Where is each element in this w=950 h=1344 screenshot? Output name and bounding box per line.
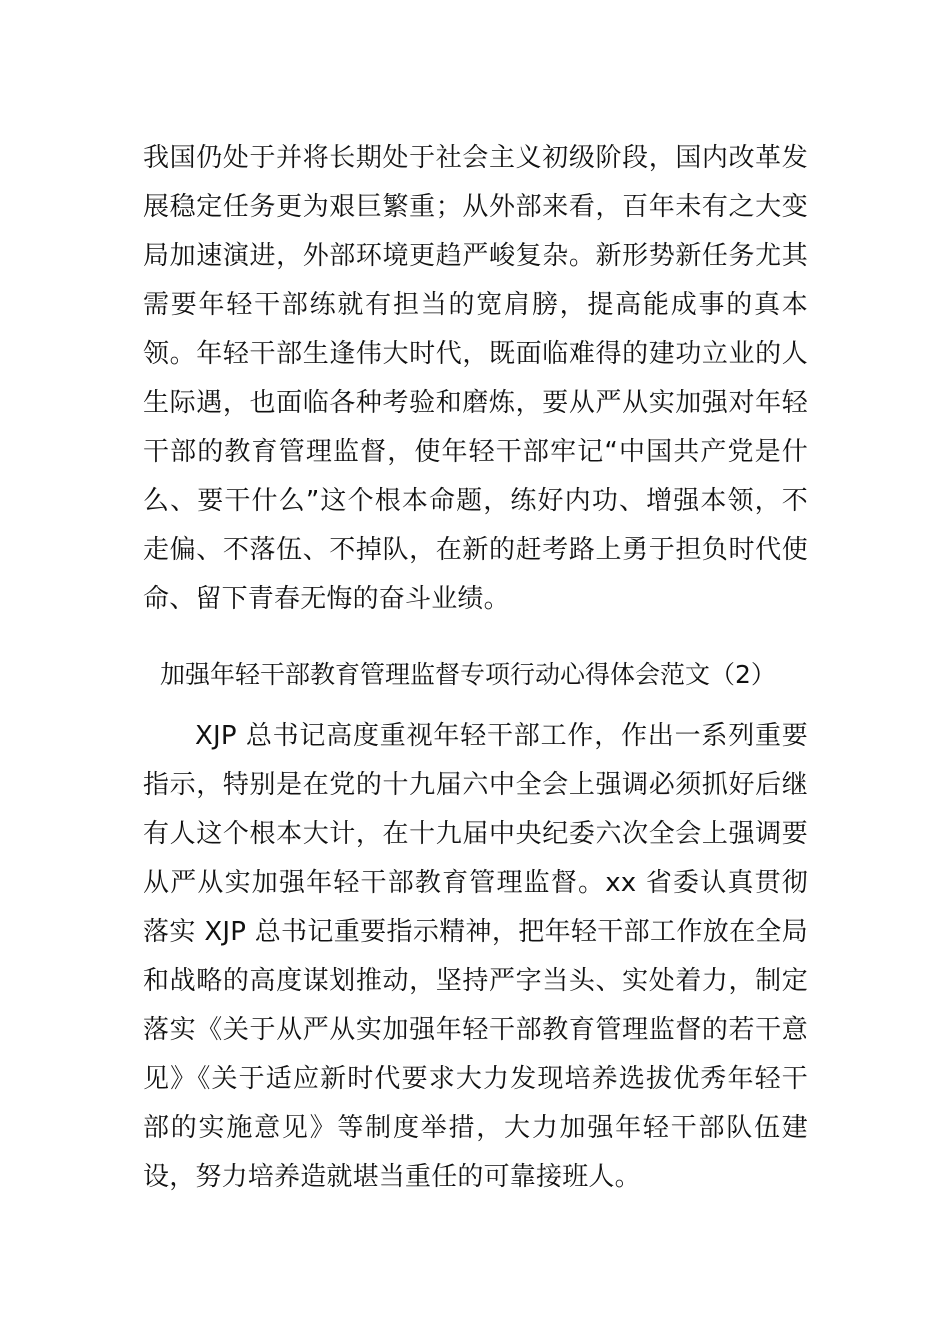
section-heading: 加强年轻干部教育管理监督专项行动心得体会范文（2） (160, 660, 776, 689)
body-paragraph-1: 我国仍处于并将长期处于社会主义初级阶段，国内改革发展稳定任务更为艰巨繁重；从外部来看，百年未有之大变局加速演进，外部环境更趋严峻复杂。新形势新任务尤其需要年轻干部练就有担当的宽肩膀，提高能成事的真本领。年轻干部生逢伟大时代，既面临难得的建功立业的人生际遇，也面临各种考验和磨炼，要从严从实加强对年轻干部的教育管理监督，使年轻干部牢记“中国共产党是什么、要干什么”这个根本命题，练好内功、增强本领，不走偏、不落伍、不掉队，在新的赶考路上勇于担负时代使命、留下青春无悔的奋斗业绩。 (143, 143, 808, 614)
body-paragraph-2: XJP 总书记高度重视年轻干部工作，作出一系列重要指示，特别是在党的十九届六中全会上强调必须抓好后继有人这个根本大计，在十九届中央纪委六次全会上强调要从严从实加强年轻干部教育管理监督。xx 省委认真贯彻落实 XJP 总书记重要指示精神，把年轻干部工作放在全局和战略的高度谋划推动，坚持严字当头、实处着力，制定落实《关于从严从实加强年轻干部教育管理监督的若干意见》《关于适应新时代要求大力发现培养选拔优秀年轻干部的实施意见》等制度举措，大力加强年轻干部队伍建设，努力培养造就堪当重任的可靠接班人。 (143, 721, 808, 1192)
